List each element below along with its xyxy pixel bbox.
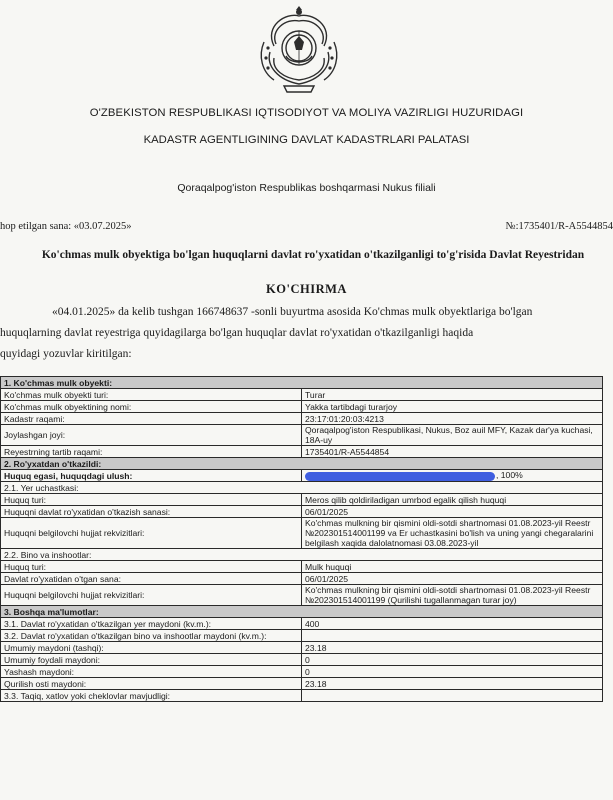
owner-value <box>302 470 603 482</box>
table-row <box>1 690 603 702</box>
intro-paragraph <box>0 302 609 365</box>
table-row <box>1 401 603 413</box>
subsection-heading: 2.2. Bino va inshootlar: <box>1 549 603 561</box>
row-label: Huquq turi: <box>1 494 302 506</box>
row-label: Huquqni davlat ro'yxatidan o'tkazish sanasi: <box>1 506 302 518</box>
row-value: Yakka tartibdagi turarjoy <box>302 401 603 413</box>
row-value: Mulk huquqi <box>302 561 603 573</box>
row-value: 06/01/2025 <box>302 573 603 585</box>
table-row <box>1 561 603 573</box>
state-emblem <box>256 6 342 94</box>
table-row <box>1 654 603 666</box>
agency-header: KADASTR AGENTLIGINING DAVLAT KADASTRLARI PALATASI <box>143 134 470 146</box>
row-value: 06/01/2025 <box>302 506 603 518</box>
row-label: 3.1. Davlat ro'yxatidan o'tkazilgan yer maydoni (kv.m.): <box>1 618 302 630</box>
row-label: 3.2. Davlat ro'yxatidan o'tkazilgan bino va inshootlar maydoni (kv.m.): <box>1 630 302 642</box>
document-title: Ko'chmas mulk obyektiga bo'lgan huquqlarni davlat ro'yxatidan o'tkazilganligi to'g'risida Davlat Reyestridan <box>41 249 585 261</box>
table-row <box>1 518 603 549</box>
row-label: Yashash maydoni: <box>1 666 302 678</box>
table-row <box>1 618 603 630</box>
row-label: Joylashgan joyi: <box>1 425 302 446</box>
row-label: Davlat ro'yxatidan o'tgan sana: <box>1 573 302 585</box>
row-label: Qurilish osti maydoni: <box>1 678 302 690</box>
subsection-heading: 2.1. Yer uchastkasi: <box>1 482 603 494</box>
intro-line-1: «04.01.2025» da kelib tushgan 166748637 -sonli buyurtma asosida Ko'chmas mulk obyektlariga bo'lgan <box>52 306 533 318</box>
row-label: Umumiy foydali maydoni: <box>1 654 302 666</box>
row-value <box>302 630 603 642</box>
table-row <box>1 446 603 458</box>
table-row <box>1 413 603 425</box>
table-row <box>1 494 603 506</box>
branch-name: Qoraqalpog'iston Respublikas boshqarmasi Nukus filiali <box>177 182 436 194</box>
owner-label: Huquq egasi, huquqdagi ulush: <box>1 470 302 482</box>
row-value: 23.18 <box>302 642 603 654</box>
table-row <box>1 506 603 518</box>
row-value: Ko'chmas mulkning bir qismini oldi-sotdi shartnomasi 01.08.2023-yil Reestr №202301514001199 (Qurilishi tugallanmagan turar joy) <box>302 585 603 606</box>
row-label: Kadastr raqami: <box>1 413 302 425</box>
table-row <box>1 425 603 446</box>
table-row <box>1 642 603 654</box>
row-value: 0 <box>302 666 603 678</box>
table-row <box>1 470 603 482</box>
row-value: Meros qilib qoldiriladigan umrbod egalik qilish huquqi <box>302 494 603 506</box>
row-label: Ko'chmas mulk obyekti turi: <box>1 389 302 401</box>
row-label: Huquqni belgilovchi hujjat rekvizitlari: <box>1 585 302 606</box>
table-row <box>1 678 603 690</box>
row-value <box>302 690 603 702</box>
table-row <box>1 389 603 401</box>
row-label: Huquq turi: <box>1 561 302 573</box>
row-label: Huquqni belgilovchi hujjat rekvizitlari: <box>1 518 302 549</box>
row-value: 1735401/R-A5544854 <box>302 446 603 458</box>
intro-line-3: quyidagi yozuvlar kiritilgan: <box>0 348 132 360</box>
owner-share: , 100% <box>496 470 523 481</box>
section-heading: 3. Boshqa ma'lumotlar: <box>1 606 603 618</box>
table-row <box>1 482 603 494</box>
row-value: 23.18 <box>302 678 603 690</box>
registry-table <box>0 376 603 702</box>
registry-number: №:1735401/R-A5544854 <box>505 221 613 232</box>
row-label: 3.3. Taqiq, xatlov yoki cheklovlar mavjudligi: <box>1 690 302 702</box>
section-heading: 2. Ro'yxatdan o'tkazildi: <box>1 458 603 470</box>
row-value: Turar <box>302 389 603 401</box>
section-heading: 1. Ko'chmas mulk obyekti: <box>1 377 603 389</box>
table-row <box>1 585 603 606</box>
row-label: Umumiy maydoni (tashqi): <box>1 642 302 654</box>
redaction-mark <box>305 472 495 481</box>
row-value: 0 <box>302 654 603 666</box>
intro-line-2: huquqlarning davlat reyestriga quyidagilarga bo'lgan huquqlar davlat ro'yxatidan o'tkazilganligi haqida <box>0 327 474 339</box>
row-value: Qoraqalpog'iston Respublikasi, Nukus, Boz auil MFY, Kazak dar'ya kuchasi, 18A-uy <box>302 425 603 446</box>
table-row <box>1 630 603 642</box>
row-label: Reyestrning tartib raqami: <box>1 446 302 458</box>
document-subtitle: KO'CHIRMA <box>266 282 347 296</box>
row-value: 23:17:01:20:03:4213 <box>302 413 603 425</box>
ministry-header: O'ZBEKISTON RESPUBLIKASI IQTISODIYOT VA MOLIYA VAZIRLIGI HUZURIDAGI <box>89 107 524 119</box>
row-value: 400 <box>302 618 603 630</box>
table-row <box>1 573 603 585</box>
row-value: Ko'chmas mulkning bir qismini oldi-sotdi shartnomasi 01.08.2023-yil Reestr №202301514001199 va Er uchastkasini bo'lish va uning yangi chegaralarini belgilash xaqida dalolatnomasi 03.08.2023-yil <box>302 518 603 549</box>
table-row <box>1 549 603 561</box>
row-label: Ko'chmas mulk obyektining nomi: <box>1 401 302 413</box>
issue-date: hop etilgan sana: «03.07.2025» <box>0 221 132 232</box>
table-row <box>1 666 603 678</box>
